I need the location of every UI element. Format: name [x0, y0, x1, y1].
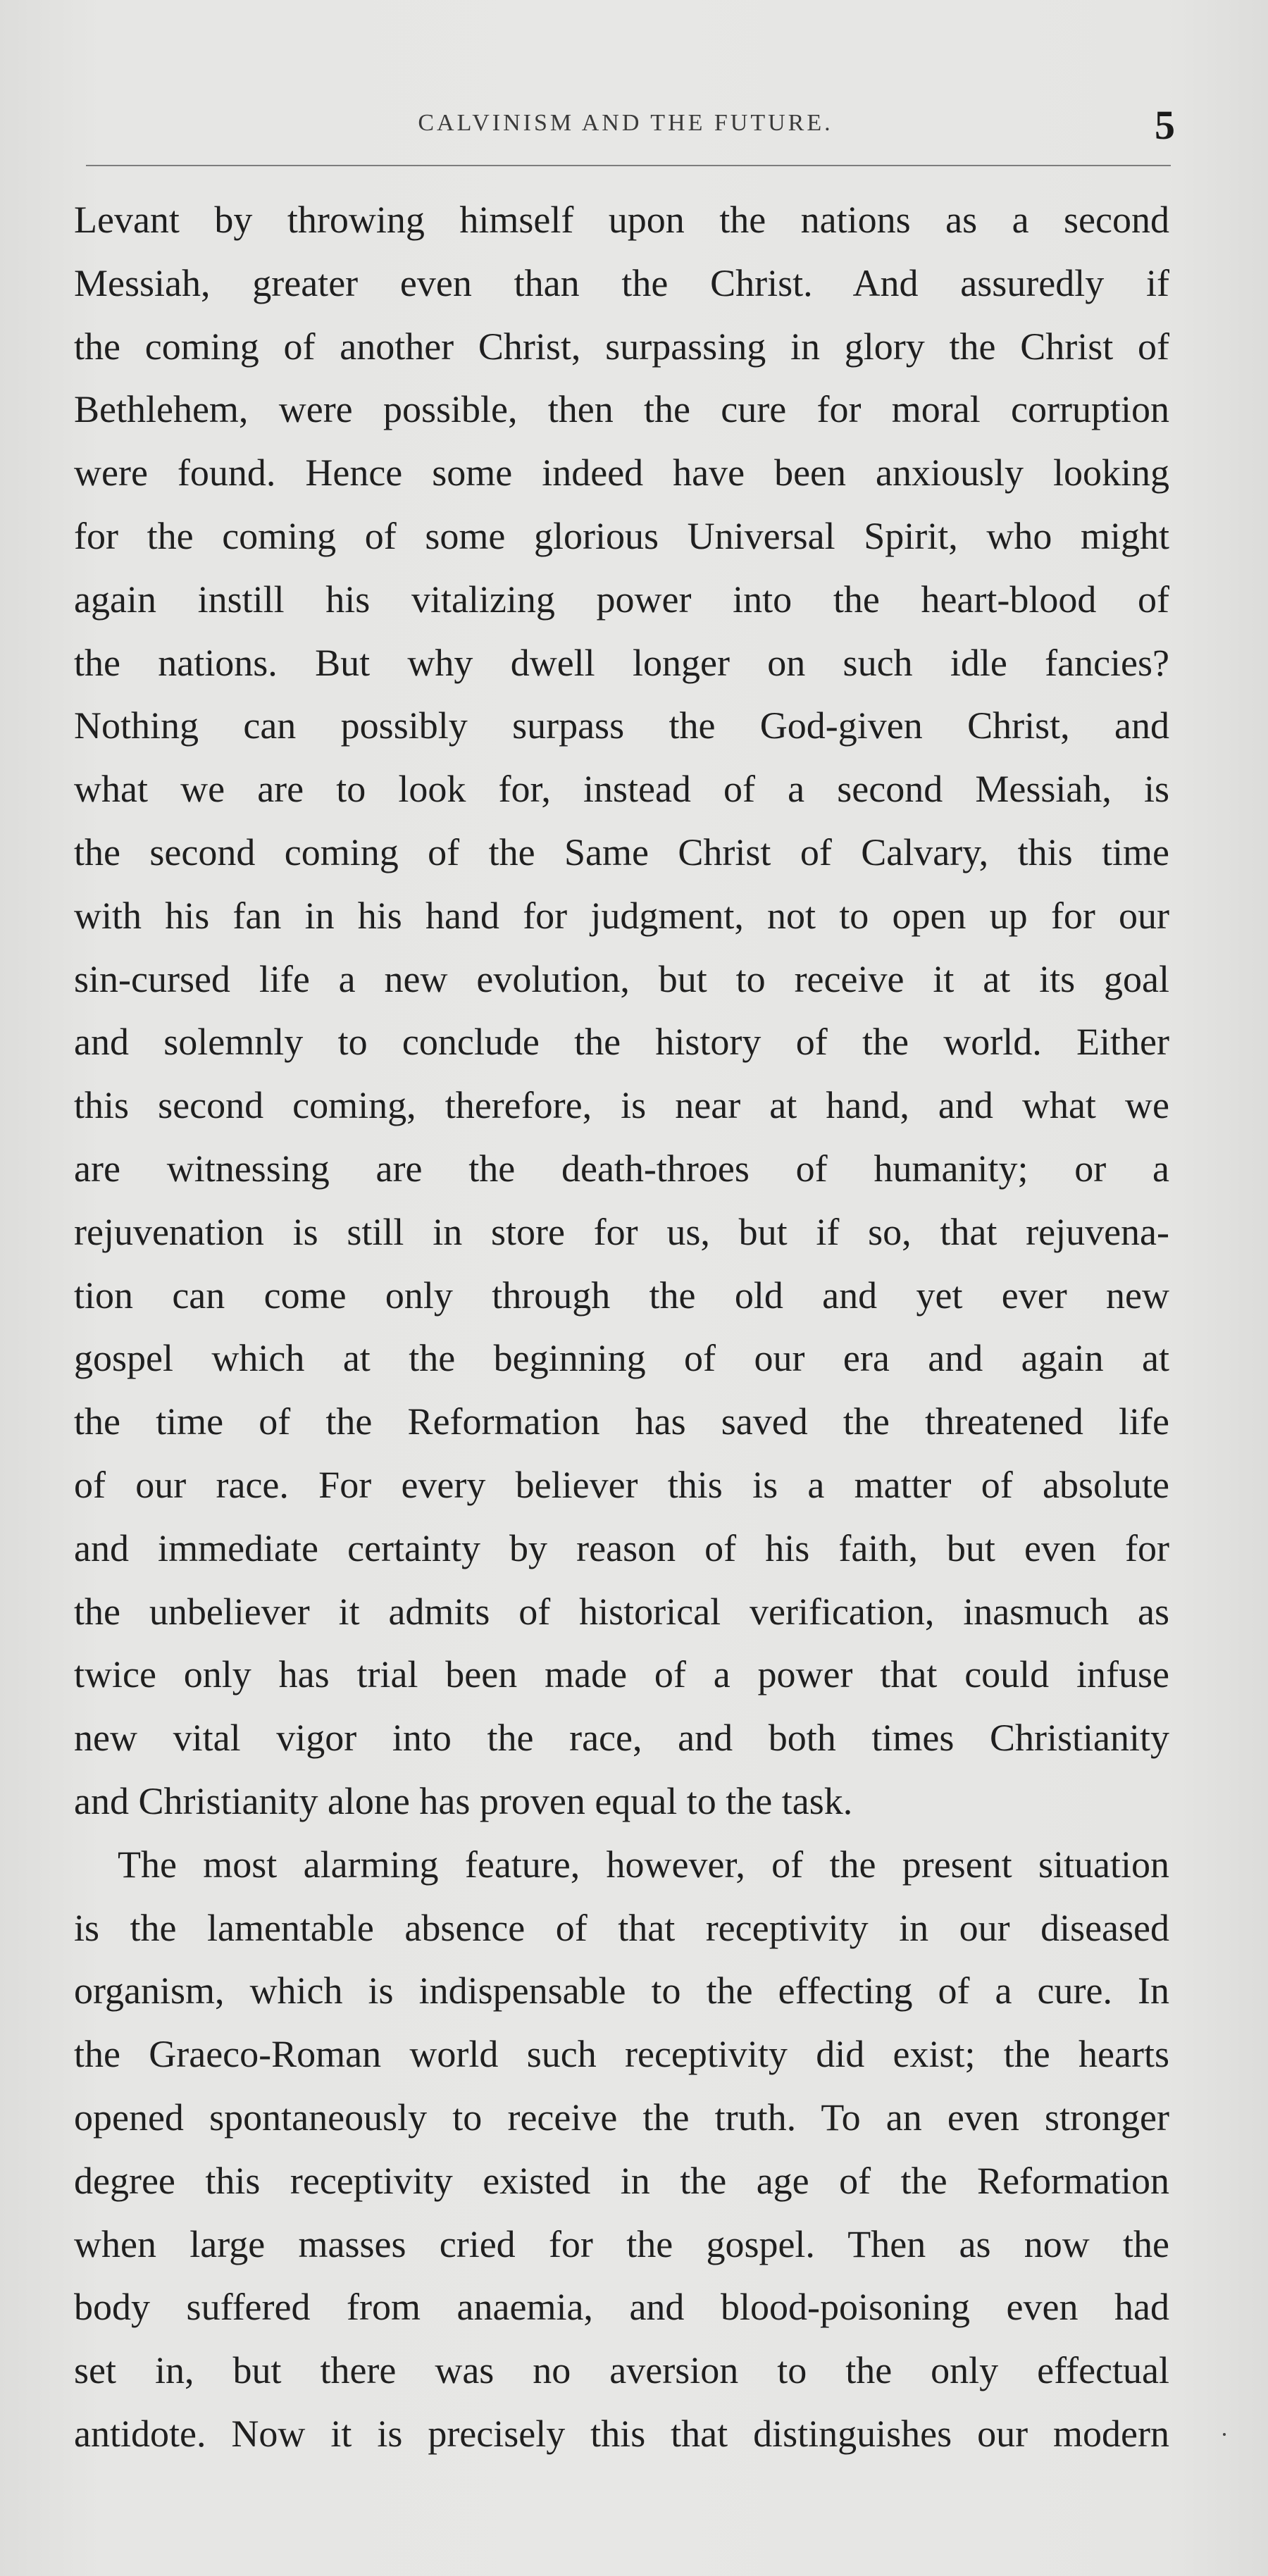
- text-line: of our race. For every believer this is a matter of absolute: [74, 1463, 1169, 1506]
- text-line: degree this receptivity existed in the age of the Reformation: [74, 2159, 1169, 2202]
- text-line: the unbeliever it admits of historical verification, inasmuch as: [74, 1590, 1169, 1633]
- text-line: for the coming of some glorious Universal Spirit, who might: [74, 514, 1169, 557]
- text-line: new vital vigor into the race, and both times Christianity: [74, 1717, 1169, 1760]
- body-text: [74, 189, 1169, 2466]
- text-line: gospel which at the beginning of our era and again at: [74, 1337, 1169, 1380]
- text-line: the second coming of the Same Christ of Calvary, this time: [74, 830, 1169, 873]
- text-line: tion can come only through the old and yet ever new: [74, 1274, 1169, 1317]
- text-line: sin-cursed life a new evolution, but to receive it at its goal: [74, 957, 1169, 1000]
- text-line: this second coming, therefore, is near at hand, and what we: [74, 1084, 1169, 1127]
- text-line: organism, which is indispensable to the effecting of a cure. In: [74, 1970, 1169, 2012]
- text-line: set in, but there was no aversion to the only effectual: [74, 2349, 1169, 2392]
- text-line: Levant by throwing himself upon the nations as a second: [74, 199, 1169, 241]
- text-line: when large masses cried for the gospel. Then as now the: [74, 2222, 1169, 2265]
- page-number: 5: [1155, 102, 1175, 148]
- text-line: what we are to look for, instead of a second Messiah, is: [74, 768, 1169, 811]
- text-line: and solemnly to conclude the history of the world. Either: [74, 1021, 1169, 1064]
- text-line: Bethlehem, were possible, then the cure for moral corruption: [74, 388, 1169, 431]
- text-line: the coming of another Christ, surpassing in glory the Christ of: [74, 325, 1169, 368]
- ink-speck: [1223, 2433, 1226, 2436]
- text-line: Messiah, greater even than the Christ. And assuredly if: [74, 261, 1169, 304]
- header-rule: [86, 165, 1171, 166]
- paragraph-start-line: The most alarming feature, however, of the present situation: [118, 1843, 1169, 1886]
- text-line: again instill his vitalizing power into the heart-blood of: [74, 578, 1169, 621]
- text-line: opened spontaneously to receive the truth. To an even stronger: [74, 2096, 1169, 2139]
- text-line: are witnessing are the death-throes of humanity; or a: [74, 1147, 1169, 1190]
- text-line: the time of the Reformation has saved the threatened life: [74, 1400, 1169, 1443]
- text-line: antidote. Now it is precisely this that distinguishes our modern: [74, 2412, 1169, 2455]
- text-line: the nations. But why dwell longer on such idle fancies?: [74, 641, 1169, 684]
- text-line: were found. Hence some indeed have been anxiously looking: [74, 452, 1169, 494]
- running-title: CALVINISM AND THE FUTURE.: [418, 110, 833, 136]
- text-line: rejuvenation is still in store for us, but if so, that rejuvena-: [74, 1210, 1169, 1253]
- text-line: and immediate certainty by reason of his faith, but even for: [74, 1526, 1169, 1569]
- paragraph-end-line: and Christianity alone has proven equal to the task.: [74, 1779, 853, 1822]
- text-line: with his fan in his hand for judgment, not to open up for our: [74, 894, 1169, 937]
- text-line: is the lamentable absence of that receptivity in our diseased: [74, 1906, 1169, 1949]
- running-head: [76, 102, 1175, 155]
- text-line: twice only has trial been made of a power that could infuse: [74, 1653, 1169, 1696]
- text-line: body suffered from anaemia, and blood-poisoning even had: [74, 2286, 1169, 2329]
- text-line: the Graeco-Roman world such receptivity did exist; the hearts: [74, 2033, 1169, 2076]
- text-line: Nothing can possibly surpass the God-given Christ, and: [74, 704, 1169, 747]
